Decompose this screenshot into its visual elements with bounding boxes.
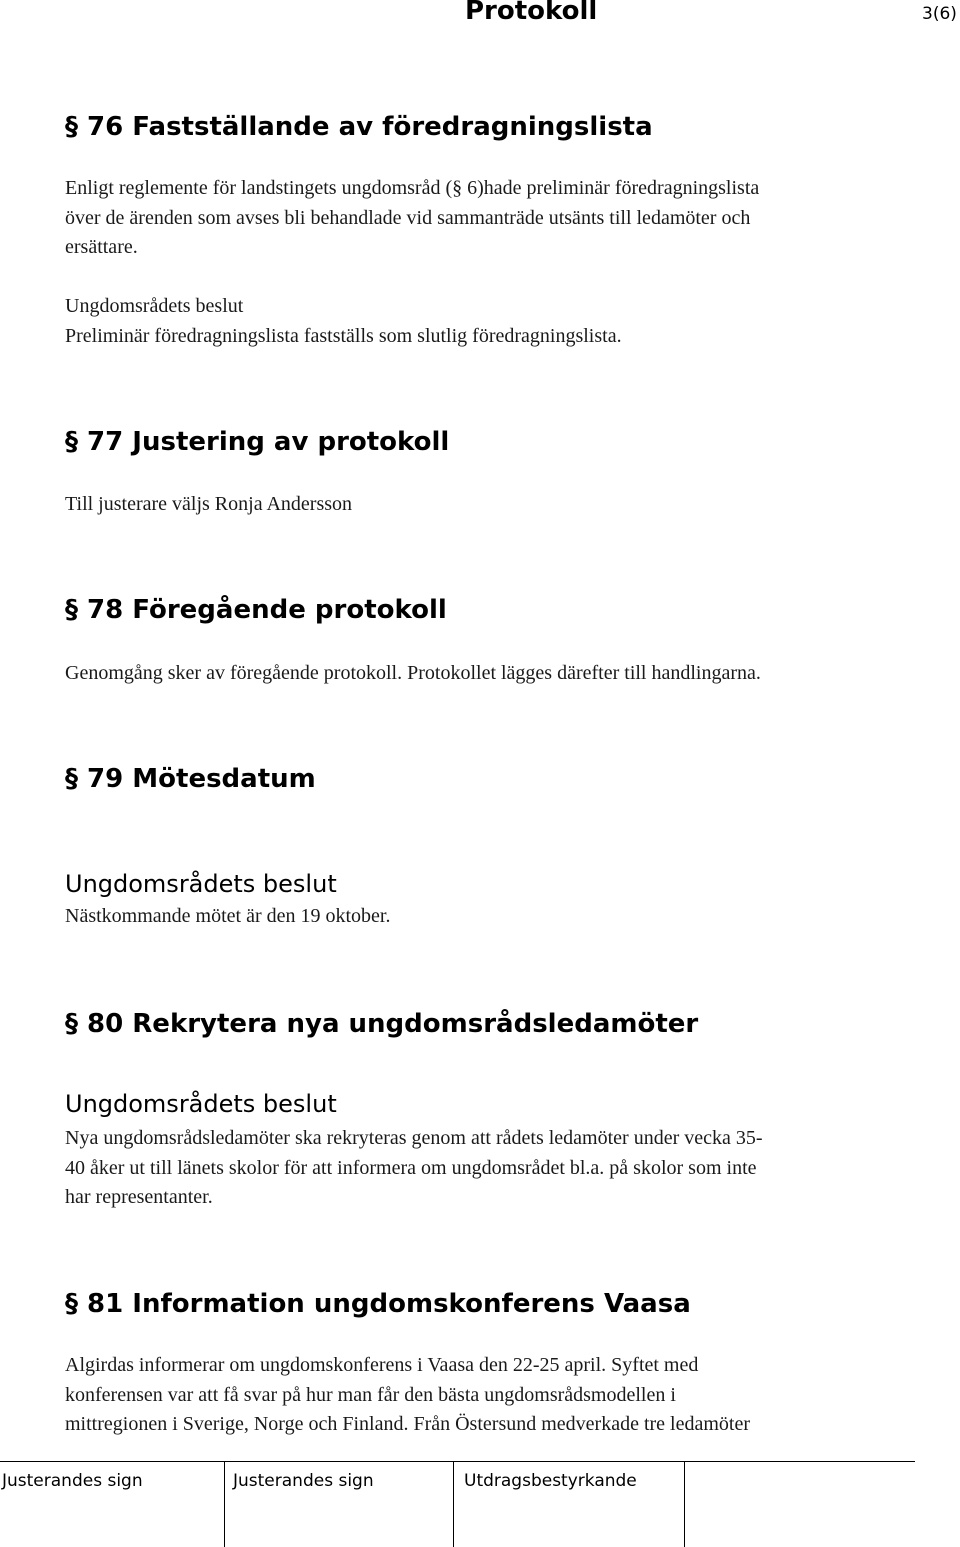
section-79-decision-text — [65, 902, 885, 932]
section-81-heading: § 81 Information ungdomskonferens Vaasa — [65, 1289, 691, 1319]
section-80-body-line: har representanter. — [65, 1186, 213, 1208]
page-number: 3(6) — [922, 4, 957, 24]
footer-certification-label: Utdragsbestyrkande — [464, 1471, 637, 1491]
section-76-decision — [65, 292, 885, 351]
decision-text: Nästkommande mötet är den 19 oktober. — [65, 905, 391, 927]
section-79-decision-label: Ungdomsrådets beslut — [65, 870, 337, 898]
section-77-body-line: Till justerare väljs Ronja Andersson — [65, 493, 353, 515]
section-76-heading: § 76 Fastställande av föredragningslista — [65, 112, 653, 142]
decision-label: Ungdomsrådets beslut — [65, 295, 244, 317]
section-80-decision-label: Ungdomsrådets beslut — [65, 1090, 337, 1118]
section-80-heading: § 80 Rekrytera nya ungdomsrådsledamöter — [65, 1009, 699, 1039]
document-title: Protokoll — [465, 0, 598, 26]
section-79-heading: § 79 Mötesdatum — [65, 764, 316, 794]
section-77-body — [65, 490, 885, 520]
section-76-body-line: Enligt reglemente för landstingets ungdomsråd (§ 6)hade preliminär föredragningslista — [65, 177, 760, 199]
footer-divider — [453, 1462, 454, 1547]
section-76-body-line: ersättare. — [65, 236, 138, 258]
footer-divider — [684, 1462, 685, 1547]
section-76-body-line: över de ärenden som avses bli behandlade vid sammanträde utsänts till ledamöter och — [65, 206, 751, 229]
section-78-heading: § 78 Föregående protokoll — [65, 595, 447, 625]
section-77-heading: § 77 Justering av protokoll — [65, 427, 450, 457]
footer-sign-label: Justerandes sign — [2, 1471, 143, 1491]
section-81-body-line: Algirdas informerar om ungdomskonferens i Vaasa den 22-25 april. Syftet med — [65, 1354, 699, 1376]
footer-rule — [0, 1461, 915, 1462]
section-81-body — [65, 1351, 885, 1440]
section-78-body — [65, 659, 885, 689]
section-80-body-line: Nya ungdomsrådsledamöter ska rekryteras genom att rådets ledamöter under vecka 35- — [65, 1127, 763, 1149]
section-80-body — [65, 1124, 885, 1213]
section-76-body — [65, 174, 885, 263]
section-81-body-line: mittregionen i Sverige, Norge och Finland. Från Östersund medverkade tre ledamöter — [65, 1413, 750, 1435]
footer-sign-label: Justerandes sign — [233, 1471, 374, 1491]
decision-text: Preliminär föredragningslista fastställs som slutlig föredragningslista. — [65, 324, 622, 347]
section-80-body-line: 40 åker ut till länets skolor för att informera om ungdomsrådet bl.a. på skolor som inte — [65, 1156, 757, 1179]
section-81-body-line: konferensen var att få svar på hur man får den bästa ungdomsrådsmodellen i — [65, 1383, 676, 1406]
section-78-body-line: Genomgång sker av föregående protokoll. Protokollet lägges därefter till handlingarna. — [65, 662, 761, 684]
footer-divider — [224, 1462, 225, 1547]
